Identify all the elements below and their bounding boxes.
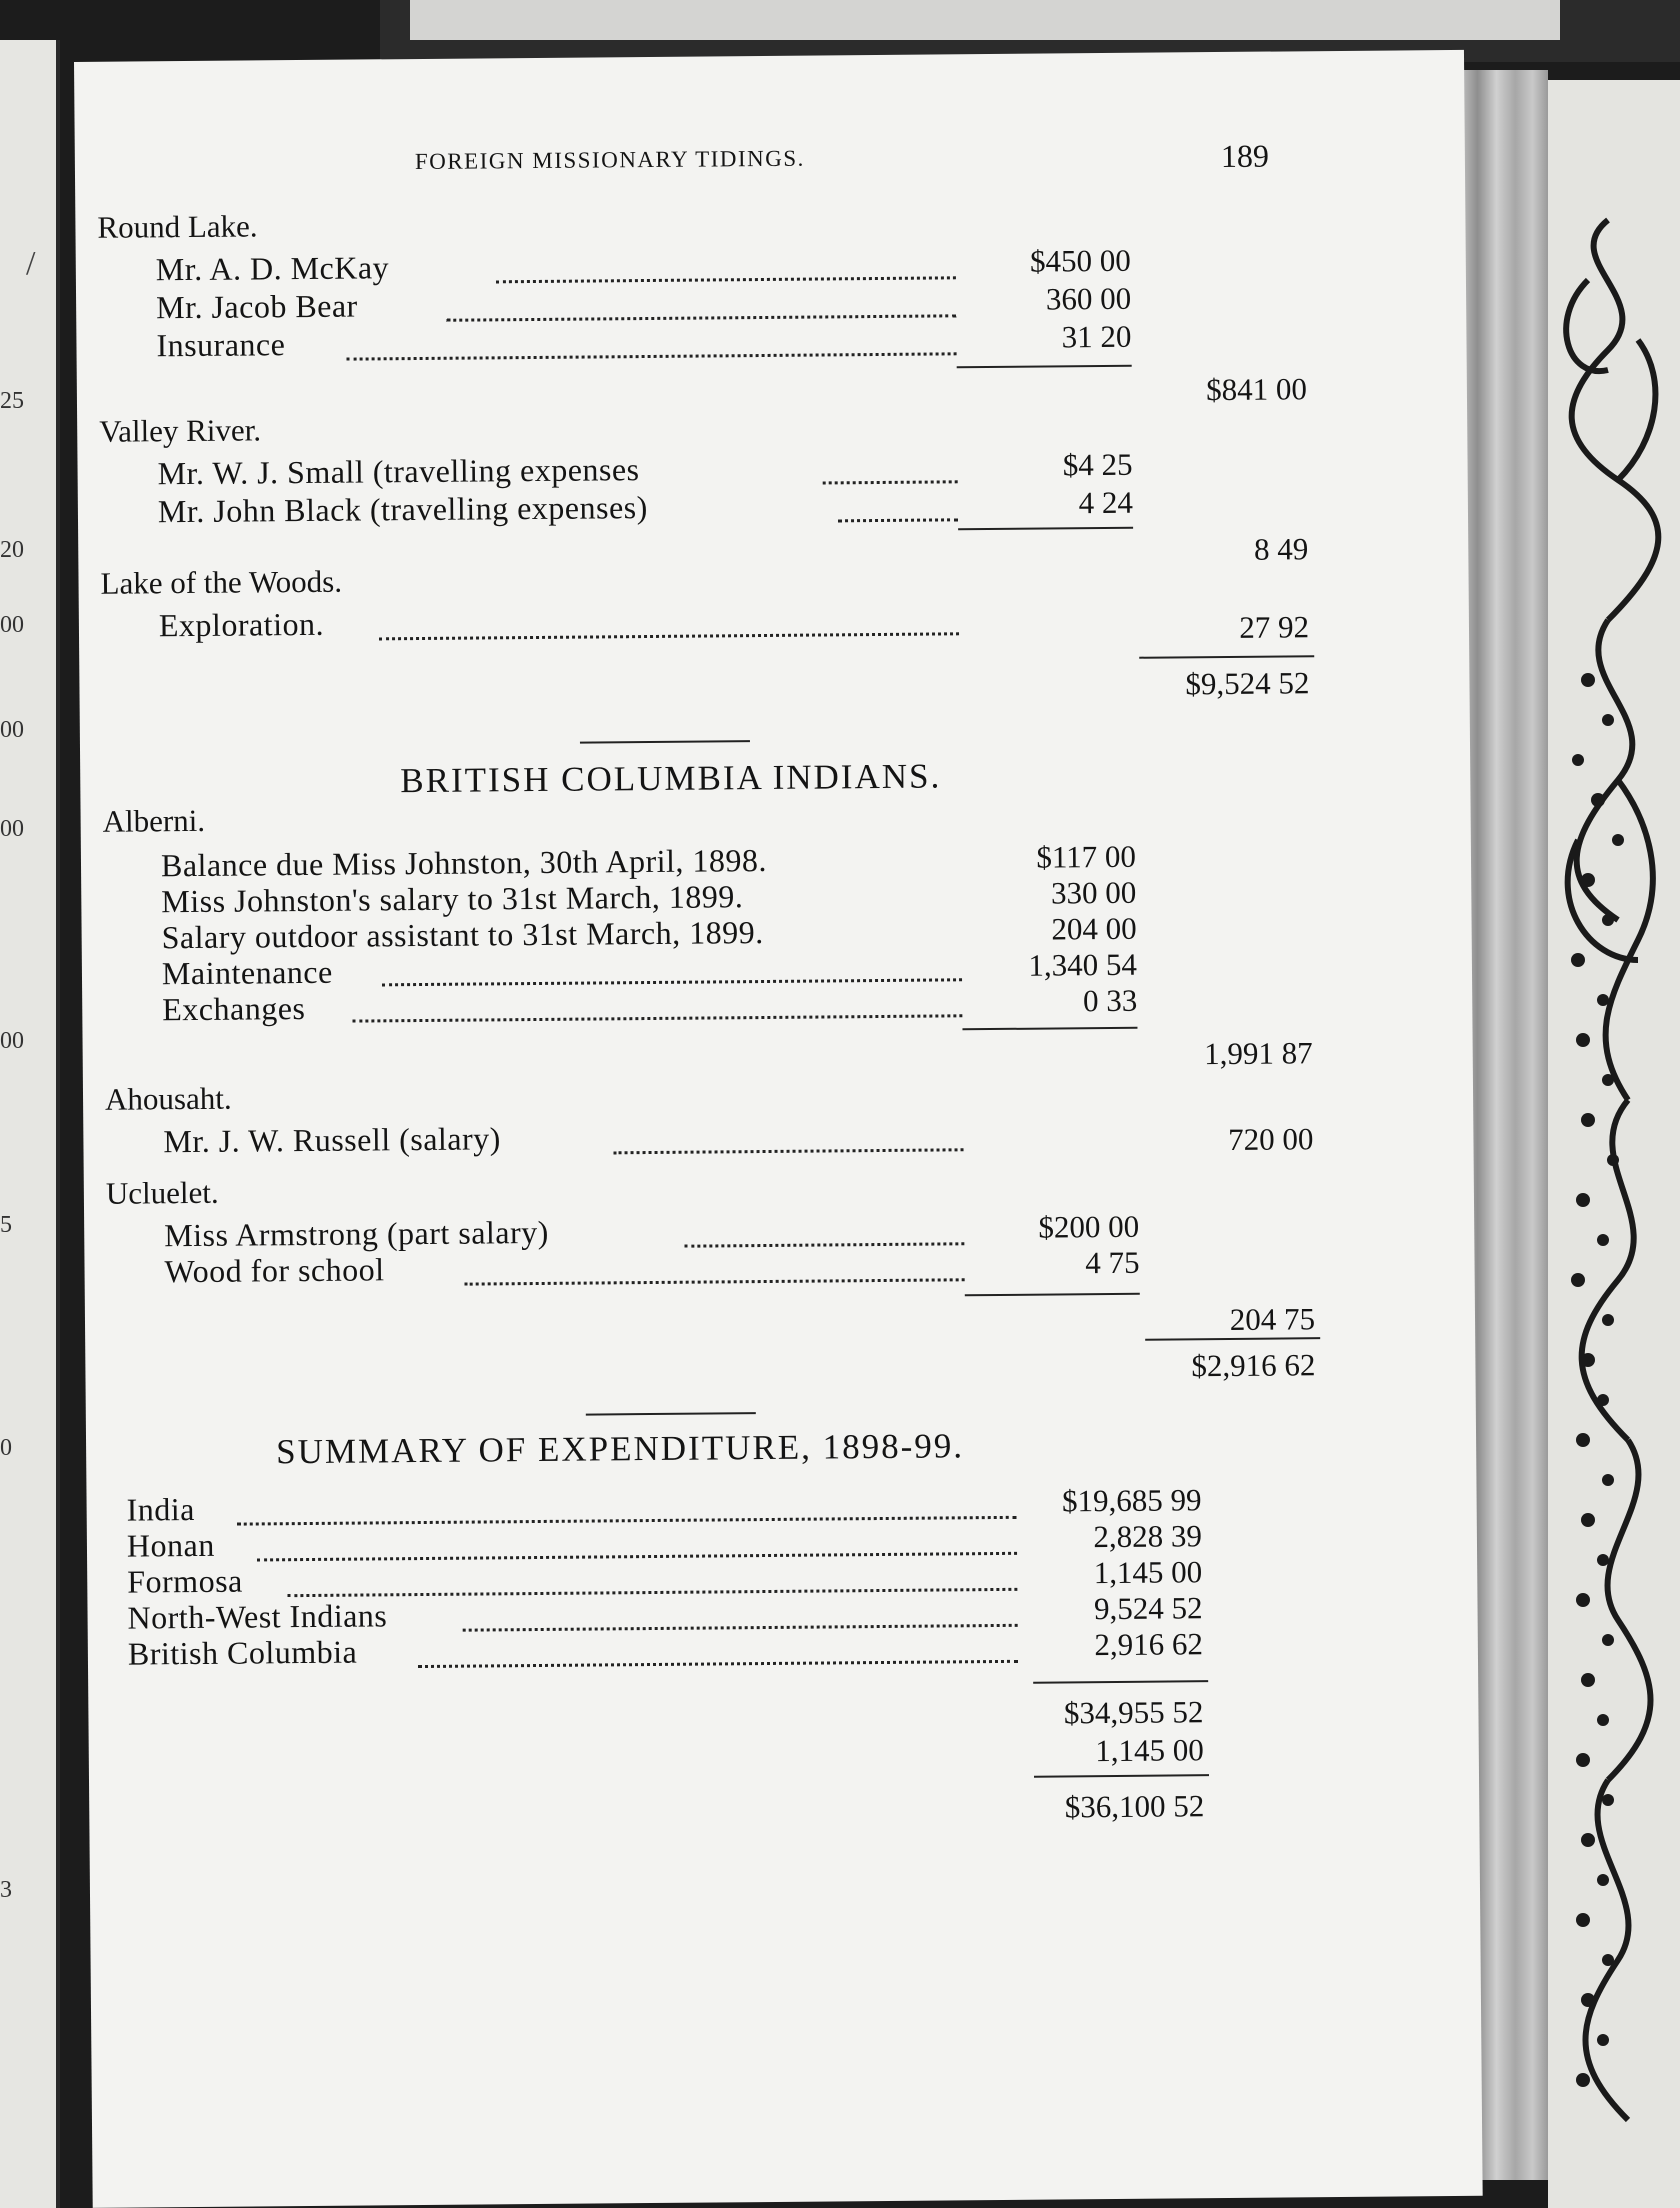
total-rule	[1034, 1774, 1209, 1778]
leader-dots	[838, 518, 958, 522]
entry-name: Mr. John Black (travelling expenses)	[157, 489, 648, 530]
margin-number: 3	[0, 1877, 12, 1903]
section-total: 1,991 87	[1204, 1035, 1313, 1072]
entry-amount: $4 25	[1062, 446, 1133, 483]
leader-dots	[446, 314, 956, 321]
section-divider	[586, 1412, 756, 1415]
section-label: Ucluelet.	[105, 1174, 219, 1211]
entry-amount: 1,340 54	[1028, 946, 1138, 983]
section-label: Lake of the Woods.	[100, 563, 343, 601]
entry-name: Mr. Jacob Bear	[155, 287, 358, 326]
bc-grand-total: $2,916 62	[1191, 1347, 1316, 1384]
entry-amount: $117 00	[1036, 838, 1137, 875]
margin-number: 0	[0, 1435, 12, 1461]
margin-number: 00	[0, 1028, 24, 1054]
margin-number: 00	[0, 816, 24, 842]
running-head: FOREIGN MISSIONARY TIDINGS.	[414, 145, 805, 175]
section-divider	[580, 740, 750, 743]
section-label: Valley River.	[99, 412, 262, 449]
summary-item-name: Honan	[126, 1526, 215, 1564]
entry-name: Maintenance	[161, 953, 333, 992]
page-number: 189	[1220, 137, 1270, 174]
entry-amount: 4 24	[1078, 484, 1134, 521]
leader-dots	[347, 352, 957, 360]
section-total: $841 00	[1205, 371, 1308, 408]
margin-number: 20	[0, 537, 24, 563]
entry-amount: 0 33	[1082, 982, 1138, 1019]
summary-item-amount: 2,916 62	[1094, 1626, 1203, 1663]
summary-item-amount: 2,828 39	[1093, 1518, 1203, 1555]
leader-dots	[496, 276, 956, 283]
left-page-strip	[0, 40, 60, 2208]
section-label: Alberni.	[102, 802, 206, 839]
subtotal-rule	[958, 527, 1133, 531]
entry-amount: 4 75	[1085, 1244, 1140, 1281]
section-total: 204 75	[1229, 1301, 1316, 1337]
subtotal-rule	[957, 365, 1132, 369]
margin-mark: /	[26, 245, 36, 282]
summary-item-name: India	[126, 1491, 196, 1528]
leader-dots	[614, 1148, 964, 1154]
book-page	[74, 50, 1483, 2208]
margin-number: 25	[0, 388, 24, 414]
ornament-scroll-icon	[1548, 80, 1680, 2208]
entry-amount: 360 00	[1045, 280, 1132, 317]
entry-name: Wood for school	[164, 1251, 385, 1290]
entry-name: Balance due Miss Johnston, 30th April, 1898.	[160, 841, 768, 884]
leader-dots	[465, 1278, 965, 1285]
summary-item-name: British Columbia	[127, 1633, 358, 1672]
section-total: 720 00	[1228, 1121, 1314, 1157]
leader-dots	[684, 1242, 964, 1247]
entry-name: Miss Armstrong (part salary)	[164, 1213, 549, 1254]
summary-subtotal: $34,955 52	[1063, 1694, 1204, 1731]
summary-heading: SUMMARY OF EXPENDITURE, 1898-99.	[275, 1426, 965, 1472]
entry-amount: 330 00	[1050, 874, 1137, 911]
summary-item-amount: $19,685 99	[1061, 1482, 1202, 1519]
entry-name: Exchanges	[162, 990, 306, 1028]
leader-dots	[463, 1624, 1018, 1632]
entry-name: Mr. A. D. McKay	[155, 249, 390, 288]
summary-item-name: Formosa	[127, 1562, 243, 1600]
margin-number: 00	[0, 717, 24, 743]
entry-name: Miss Johnston's salary to 31st March, 1899.	[161, 878, 744, 920]
leader-dots	[379, 632, 959, 640]
subtotal-rule	[1033, 1680, 1208, 1684]
northwest-grand-total: $9,524 52	[1185, 665, 1310, 702]
leader-dots	[257, 1552, 1017, 1562]
entry-amount: $450 00	[1029, 242, 1131, 279]
leader-dots	[352, 1014, 962, 1022]
total-rule	[1145, 1337, 1320, 1341]
leader-dots	[287, 1588, 1017, 1597]
section-label: Ahousaht.	[104, 1080, 232, 1117]
section-total: 8 49	[1253, 531, 1309, 567]
entry-name: Insurance	[156, 326, 286, 364]
margin-number: 00	[0, 612, 24, 638]
leader-dots	[823, 480, 958, 484]
margin-number: 5	[0, 1212, 12, 1238]
total-rule	[1139, 655, 1314, 659]
section-heading: BRITISH COLUMBIA INDIANS.	[400, 756, 942, 801]
entry-amount: 31 20	[1061, 318, 1132, 355]
summary-item-amount: 1,145 00	[1093, 1554, 1203, 1591]
leader-dots	[237, 1516, 1017, 1526]
section-total: 27 92	[1239, 609, 1310, 645]
entry-amount: $200 00	[1038, 1208, 1140, 1245]
entry-name: Mr. W. J. Small (travelling expenses	[157, 451, 640, 492]
section-label: Round Lake.	[97, 208, 258, 245]
entry-amount: 204 00	[1051, 910, 1137, 947]
summary-item-amount: 9,524 52	[1093, 1590, 1203, 1627]
summary-extra: 1,145 00	[1095, 1732, 1204, 1769]
summary-grand-total: $36,100 52	[1064, 1788, 1205, 1825]
entry-name: Salary outdoor assistant to 31st March, 1899.	[161, 914, 764, 956]
entry-name: Mr. J. W. Russell (salary)	[163, 1120, 502, 1160]
decorative-cover	[1548, 80, 1680, 2208]
leader-dots	[418, 1660, 1018, 1668]
subtotal-rule	[965, 1293, 1140, 1297]
leader-dots	[382, 978, 962, 986]
summary-item-name: North-West Indians	[127, 1597, 388, 1636]
subtotal-rule	[962, 1027, 1137, 1031]
entry-name: Exploration.	[158, 605, 325, 644]
background-paper-edge	[410, 0, 1560, 40]
